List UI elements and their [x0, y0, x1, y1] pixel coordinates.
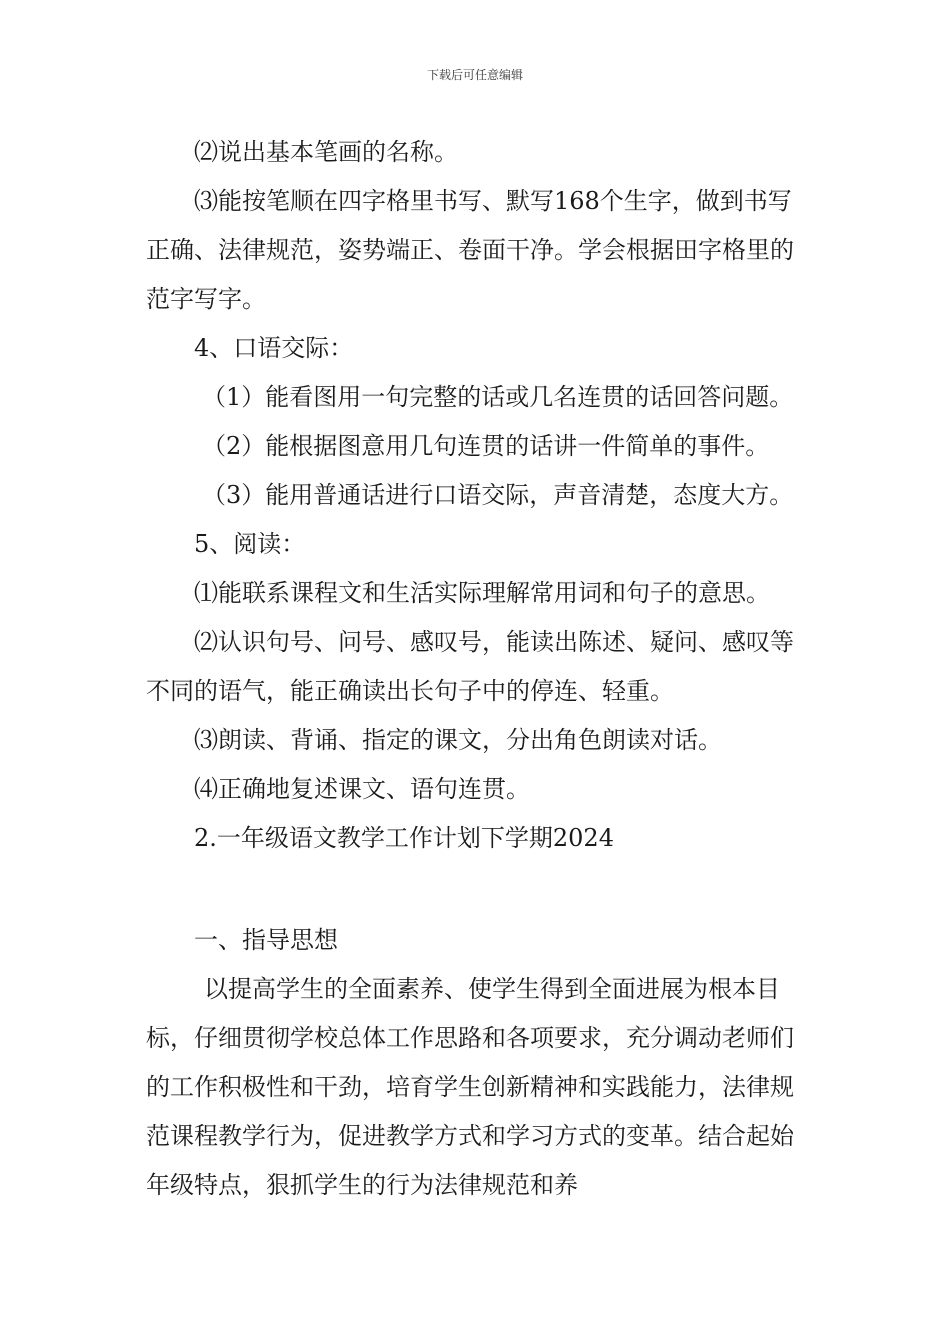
paragraph-reading-2: ⑵认识句号、问号、感叹号，能读出陈述、疑问、感叹等不同的语气，能正确读出长句子中的停连、轻重。	[146, 628, 794, 705]
paragraph-reading-3: ⑶朗读、背诵、指定的课文，分出角色朗读对话。	[194, 726, 722, 754]
document-body	[146, 128, 811, 1210]
heading-reading: 5、阅读：	[194, 530, 306, 558]
heading-guiding-thought: 一、指导思想	[194, 926, 338, 954]
paragraph-writing: ⑶能按笔顺在四字格里书写、默写168个生字，做到书写正确、法律规范，姿势端正、卷面干净。学会根据田字格里的范字写字。	[146, 187, 794, 313]
paragraph-guiding-thought: 以提高学生的全面素养、使学生得到全面进展为根本目标，仔细贯彻学校总体工作思路和各项要求，充分调动老师们的工作积极性和干劲，培育学生创新精神和实践能力，法律规范课程教学行为，促进教学方式和学习方式的变革。结合起始年级特点，狠抓学生的行为法律规范和养	[146, 975, 794, 1199]
page-header-note: 下载后可任意编辑	[426, 68, 523, 82]
paragraph-oral-2: （2）能根据图意用几句连贯的话讲一件简单的事件。	[202, 432, 770, 460]
paragraph-oral-3: （3）能用普通话进行口语交际，声音清楚，态度大方。	[202, 481, 794, 509]
paragraph-reading-1: ⑴能联系课程文和生活实际理解常用词和句子的意思。	[194, 579, 770, 607]
paragraph-stroke-names: ⑵说出基本笔画的名称。	[194, 138, 458, 166]
section-title: 2.一年级语文教学工作计划下学期2024	[194, 824, 614, 852]
paragraph-oral-1: （1）能看图用一句完整的话或几名连贯的话回答问题。	[202, 383, 794, 411]
blank-line	[146, 863, 811, 912]
paragraph-reading-4: ⑷正确地复述课文、语句连贯。	[194, 775, 530, 803]
heading-oral-communication: 4、口语交际：	[194, 334, 354, 362]
